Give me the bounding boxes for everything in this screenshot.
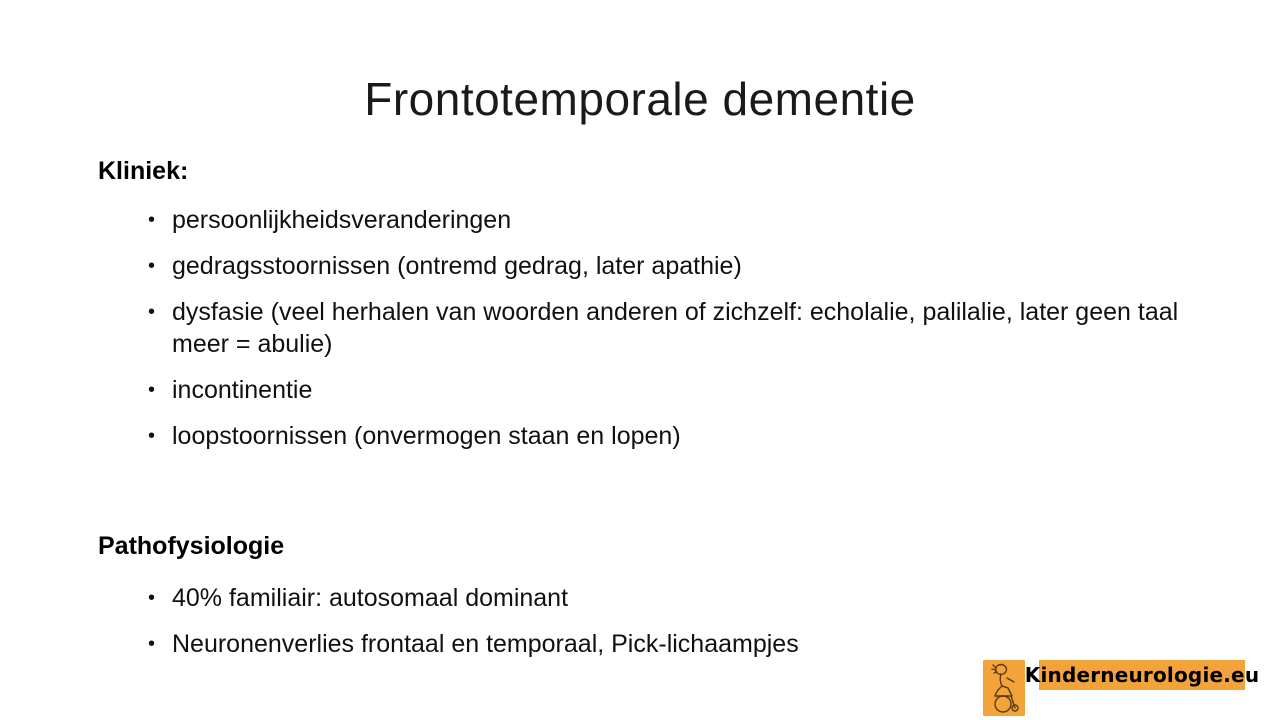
- logo-text: Kinderneurologie.eu: [1024, 663, 1260, 687]
- bullet-dot: •: [148, 633, 156, 655]
- list-item: [148, 250, 1188, 282]
- wheelchair-figure-icon: [983, 660, 1025, 716]
- list-item-text: persoonlijkheidsveranderingen: [172, 206, 512, 234]
- list-item-text: loopstoornissen (onvermogen staan en lopen): [172, 422, 681, 450]
- list-item: [148, 296, 1188, 360]
- bullet-dot: •: [148, 425, 156, 447]
- list-item-text: incontinentie: [172, 376, 313, 404]
- list-item-text: 40% familiair: autosomaal dominant: [172, 584, 569, 612]
- bullet-dot: •: [148, 379, 156, 401]
- list-item-text: Neuronenverlies frontaal en temporaal, Pick-lichaampjes: [172, 630, 799, 658]
- logo-text-box: [1024, 660, 1260, 690]
- section-heading-pathofysiologie: Pathofysiologie: [98, 532, 285, 560]
- section-heading-kliniek: Kliniek:: [98, 157, 189, 185]
- bullet-dot: •: [148, 587, 156, 609]
- bullet-dot: •: [148, 255, 156, 277]
- bullet-dot: •: [148, 209, 156, 231]
- list-item: [148, 628, 1188, 660]
- list-item: [148, 582, 1188, 614]
- list-item: [148, 420, 1188, 452]
- list-item-text: dysfasie (veel herhalen van woorden anderen of zichzelf: echolalie, palilalie, later geen taal meer = abulie): [172, 298, 1179, 358]
- list-item: [148, 374, 1188, 406]
- list-item-text: gedragsstoornissen (ontremd gedrag, later apathie): [172, 252, 742, 280]
- slide-title: Frontotemporale dementie: [364, 73, 916, 125]
- list-item: [148, 204, 1188, 236]
- kliniek-bullet-list: [148, 204, 1188, 466]
- bullet-dot: •: [148, 301, 156, 323]
- kinderneurologie-logo[interactable]: [983, 660, 1260, 716]
